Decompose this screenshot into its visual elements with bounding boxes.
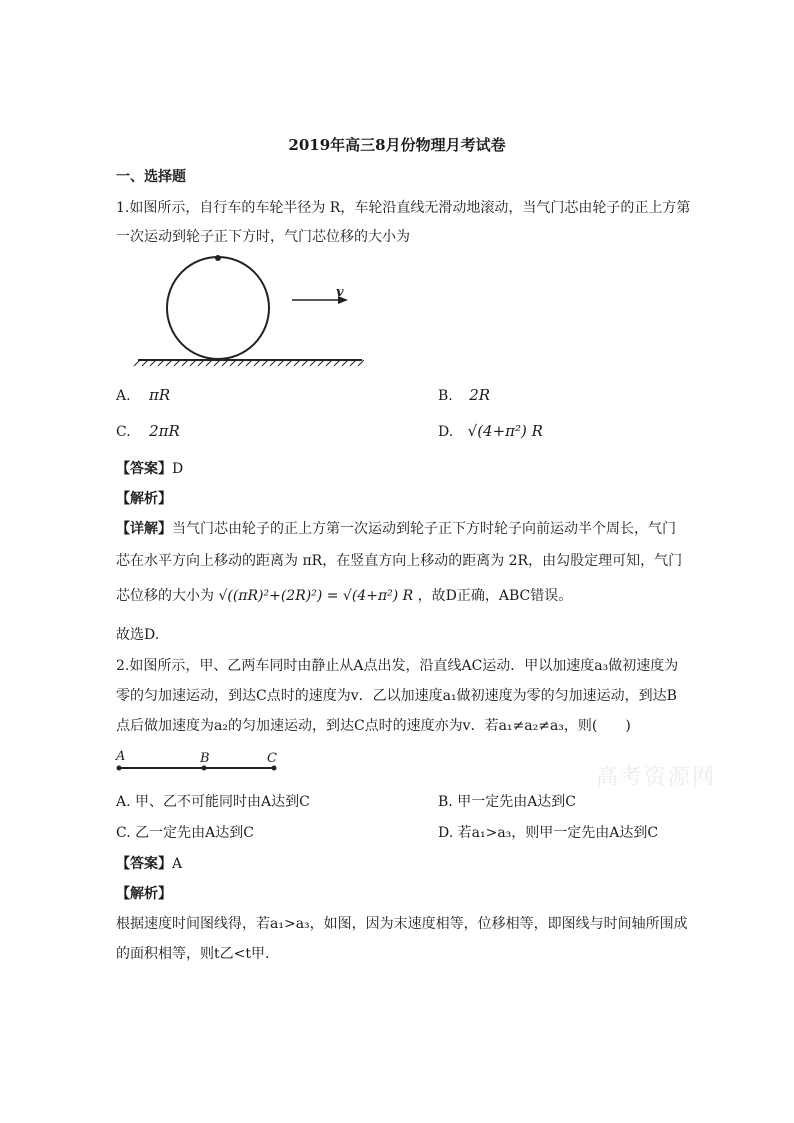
point-a-label: A [116,749,126,764]
q1-detail-label: 【详解】 [116,521,172,537]
q1-option-c-letter: C. [116,424,131,440]
q2-stem-line3: 点后做加速度为a₂的匀加速运动，到达C点时的速度亦为v．若a₁≠a₂≠a₃，则( ) [116,718,631,734]
q1-stem-line2: 一次运动到轮子正下方时，气门芯位移的大小为 [116,229,410,245]
q2-option-c[interactable]: C. 乙一定先由A达到C [116,825,254,841]
q1-option-a-letter: A. [116,388,131,404]
q2-stem-line2: 零的匀加速运动，到达C点时的速度为v．乙以加速度a₁做初速度为零的匀加速运动，到达B [116,688,677,704]
watermark: 高考资源网 [596,765,717,790]
q1-answer [116,458,183,478]
q1-conclusion: 故选D. [116,627,160,643]
velocity-label: v [336,285,344,300]
section-heading: 一、选择题 [116,169,186,185]
q2-option-b[interactable]: B. 甲一定先由A达到C [438,794,577,810]
q1-option-a-value: πR [149,386,171,404]
q2-analysis-line1: 根据速度时间图线得，若a₁>a₃，如图，因为末速度相等，位移相等，即图线与时间轴所围成 [116,916,688,932]
q1-detail-formula: √((πR)²+(2R)²) = √(4+π²) R [218,588,414,604]
q1-wheel-figure [130,250,380,370]
q1-answer-value: D [172,461,184,477]
q1-option-a[interactable] [116,386,170,404]
q2-answer-value: A [172,856,183,872]
q2-option-a[interactable]: A. 甲、乙不可能同时由A达到C [116,794,310,810]
q1-analysis-label: 【解析】 [116,491,172,507]
q1-stem-line1: 1.如图所示，自行车的车轮半径为 R，车轮沿直线无滑动地滚动，当气门芯由轮子的正上方第 [116,200,691,216]
q2-stem-line1: 2.如图所示，甲、乙两车同时由静止从A点出发，沿直线AC运动．甲以加速度a₃做初速度为 [116,658,679,674]
q2-answer [116,853,182,873]
q2-analysis-line2: 的面积相等，则t乙<t甲. [116,946,270,962]
q1-detail-text3a: 芯位移的大小为 [116,588,214,604]
q1-detail-text1: 当气门芯由轮子的正上方第一次运动到轮子正下方时轮子向前运动半个周长，气门 [172,521,676,537]
q1-option-d-value: √(4+π²) R [467,422,543,440]
q1-option-d[interactable] [438,422,543,440]
point-c-label: C [267,751,277,766]
q1-detail-text3b: ，故D正确，ABC错误。 [417,588,573,604]
q2-analysis-label: 【解析】 [116,886,172,902]
point-c-dot [272,766,277,771]
q2-answer-label: 【答案】 [116,856,172,872]
valve-core-dot [215,255,221,261]
q1-detail-line2: 芯在水平方向上移动的距离为 πR，在竖直方向上移动的距离为 2R，由勾股定理可知，气门 [116,553,683,569]
q1-option-b[interactable] [438,386,490,404]
q1-option-b-letter: B. [438,388,453,404]
q2-line-diagram [114,748,284,776]
wheel-circle [167,257,269,359]
q1-option-d-letter: D. [438,424,454,440]
q2-option-d[interactable]: D. 若a₁>a₃，则甲一定先由A达到C [438,825,659,841]
page-title: 2019年高三8月份物理月考试卷 [288,136,506,154]
q1-option-b-value: 2R [469,386,491,404]
q1-option-c-value: 2πR [149,422,180,440]
q1-option-c[interactable] [116,422,180,440]
point-a-dot [117,766,122,771]
q1-answer-label: 【答案】 [116,461,172,477]
point-b-label: B [200,751,210,766]
point-b-dot [202,766,207,771]
q1-detail-line1 [116,518,676,538]
q1-detail-line3 [116,585,572,605]
